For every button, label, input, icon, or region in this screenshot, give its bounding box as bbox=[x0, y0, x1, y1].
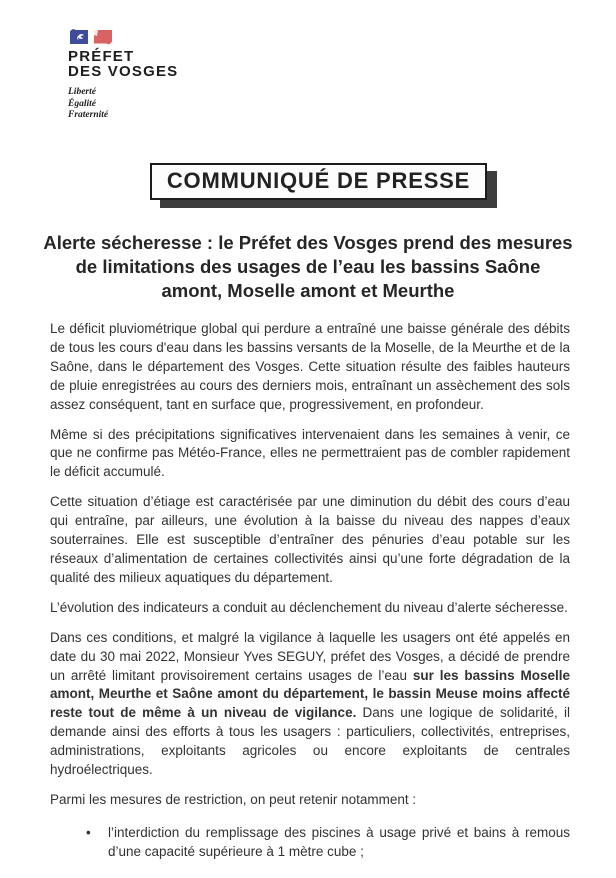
text-run: Dans une logique de solidarité, il demande ainsi des efforts à tous les usagers : particuliers, collectivités, entreprises, administrations, exploitants agricoles ou encore exploitants de centrales hydroélectriques. bbox=[50, 705, 571, 778]
list-item: • l’interdiction du remplissage des piscines à usage privé et bains à remous d’une capacité supérieure à 1 mètre cube ; bbox=[50, 824, 570, 862]
text-run: Parmi les mesures de restriction, on peut retenir notamment : bbox=[50, 791, 417, 807]
bold-text-run: sur les bassins Moselle amont, Meurthe et Saône amont du département, le bassin Meuse moins affecté reste tout de même à un niveau de vigilance. bbox=[50, 667, 570, 721]
paragraphs-container bbox=[50, 320, 570, 810]
text-run: Même si des précipitations significatives intervenaient dans les semaines à venir, ce que ne confirme pas Météo-France, elles ne permettraient pas de combler rapidement le déficit accumulé. bbox=[50, 426, 570, 480]
document-title: Alerte sécheresse : le Préfet des Vosges prend des mesures de limitations des usages de l’eau les bassins Saône amont, Moselle amont et Meurthe bbox=[43, 232, 573, 301]
paragraph bbox=[50, 599, 570, 618]
paragraph bbox=[50, 629, 570, 780]
restriction-measures-list bbox=[50, 824, 570, 862]
document-body bbox=[50, 320, 570, 872]
motto-line-liberte: Liberté bbox=[68, 87, 96, 97]
state-motto bbox=[68, 87, 178, 122]
government-logo bbox=[68, 28, 178, 122]
paragraph bbox=[50, 320, 570, 415]
french-flag-icon bbox=[68, 28, 114, 46]
text-run: Dans ces conditions, et malgré la vigilance à laquelle les usagers ont été appelés en date du 30 mai 2022, Monsieur Yves SEGUY, préfet des Vosges, a décidé de prendre un arrêté limitant provisoirement certains usages de l’eau bbox=[50, 629, 570, 683]
motto-line-egalite: Égalité bbox=[68, 98, 96, 109]
text-run: Cette situation d’étiage est caractérisée par une diminution du débit des cours d’eau qui entraîne, par ailleurs, une évolution à la baisse du niveau des nappes d’eaux souterraines. Elle est susceptible d’entraîner des pénuries d’eau potable sur les réseaux d’alimentation de certaines collectivités ainsi qu’une forte dégradation de la qualité des milieux aquatiques du département. bbox=[50, 494, 570, 585]
paragraph bbox=[50, 493, 570, 588]
motto-line-fraternite: Fraternité bbox=[68, 110, 109, 120]
text-run: L’évolution des indicateurs a conduit au déclenchement du niveau d’alerte sécheresse. bbox=[50, 599, 568, 615]
press-release-banner: COMMUNIQUÉ DE PRESSE bbox=[150, 163, 487, 200]
institution-name-line-2: DES VOSGES bbox=[68, 63, 179, 80]
text-run: Le déficit pluviométrique global qui perdure a entraîné une baisse générale des débits de tous les cours d'eau dans les bassins versants de la Moselle, de la Meurthe et de la Saône, dans le département des Vosges. Cette situation résulte des faibles hauteurs de pluie enregistrées au cours des derniers mois, entraînant un assèchement des sols assez conséquent, tant en surface que, progressivement, en profondeur. bbox=[50, 321, 570, 412]
paragraph bbox=[50, 791, 570, 810]
institution-name-line-1: PRÉFET bbox=[68, 48, 135, 65]
paragraph bbox=[50, 426, 570, 483]
